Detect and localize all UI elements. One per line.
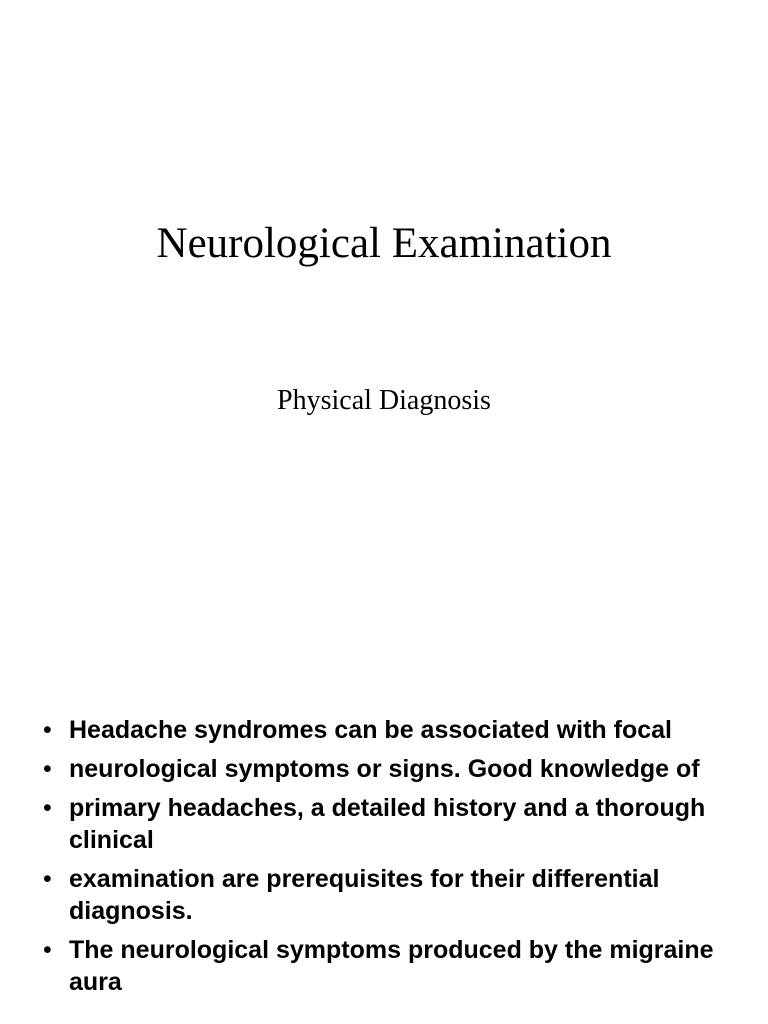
bullet-icon: •: [43, 716, 52, 744]
bullet-list: [0, 714, 768, 1005]
bullet-item: [0, 934, 768, 998]
bullet-icon: •: [43, 755, 52, 783]
bullet-text: Headache syndromes can be associated with focal: [69, 716, 673, 744]
bullet-item: [0, 792, 768, 856]
bullet-item: [0, 714, 768, 746]
slide-subtitle: Physical Diagnosis: [277, 385, 491, 416]
bullet-item: [0, 753, 768, 785]
bullet-icon: •: [43, 936, 52, 964]
bullet-text: The neurological symptoms produced by the migraine aura: [69, 936, 714, 996]
slide-title: Neurological Examination: [156, 220, 612, 267]
bullet-text: primary headaches, a detailed history and a thorough clinical: [69, 794, 706, 854]
bullet-text: neurological symptoms or signs. Good knowledge of: [69, 755, 700, 783]
bullet-text: examination are prerequisites for their differential diagnosis.: [69, 865, 660, 925]
bullet-item: [0, 863, 768, 927]
bullet-icon: •: [43, 865, 52, 893]
bullet-icon: •: [43, 794, 52, 822]
content-slide: [0, 700, 768, 1024]
